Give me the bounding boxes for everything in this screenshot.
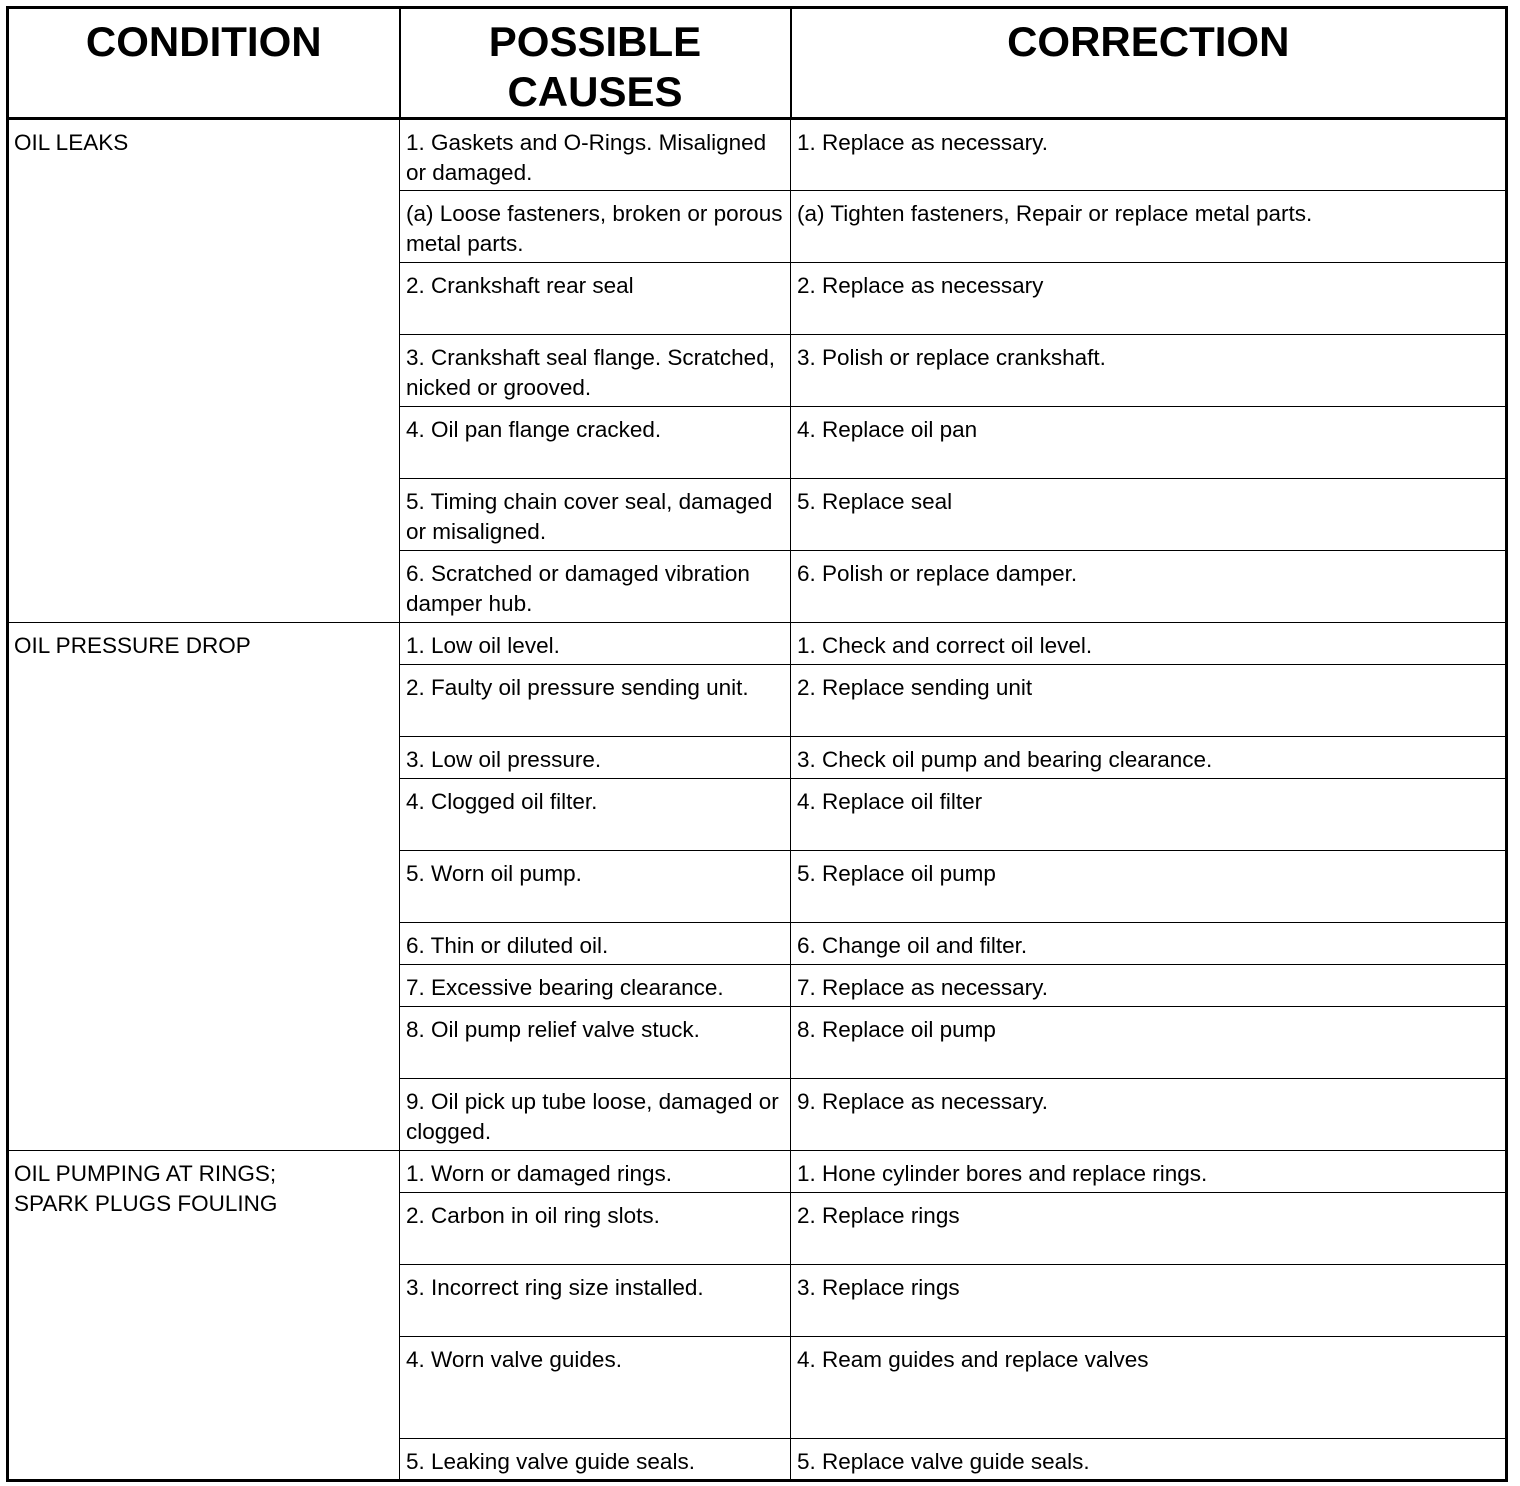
cause-cell: 5. Worn oil pump. <box>400 851 791 923</box>
correction-cell: 3. Polish or replace crankshaft. <box>791 335 1507 407</box>
table-row <box>8 623 1507 665</box>
cause-cell: 6. Scratched or damaged vibration damper hub. <box>400 551 791 623</box>
cause-cell: 1. Worn or damaged rings. <box>400 1151 791 1193</box>
condition-text: OIL LEAKS <box>14 130 129 155</box>
header-condition: CONDITION <box>8 8 400 119</box>
correction-cell: 2. Replace sending unit <box>791 665 1507 737</box>
cause-cell: 4. Worn valve guides. <box>400 1337 791 1439</box>
condition-cell <box>8 119 400 623</box>
cause-cell: 2. Carbon in oil ring slots. <box>400 1193 791 1265</box>
cause-cell: 3. Low oil pressure. <box>400 737 791 779</box>
correction-cell: 4. Replace oil filter <box>791 779 1507 851</box>
cause-cell: 2. Faulty oil pressure sending unit. <box>400 665 791 737</box>
correction-cell: 1. Hone cylinder bores and replace rings. <box>791 1151 1507 1193</box>
header-possible-causes: POSSIBLE CAUSES <box>400 8 791 119</box>
condition-text: OIL PUMPING AT RINGS; SPARK PLUGS FOULING <box>14 1161 278 1216</box>
cause-cell: 4. Clogged oil filter. <box>400 779 791 851</box>
correction-cell: 7. Replace as necessary. <box>791 965 1507 1007</box>
correction-cell: 3. Check oil pump and bearing clearance. <box>791 737 1507 779</box>
correction-cell: 1. Check and correct oil level. <box>791 623 1507 665</box>
correction-cell: 1. Replace as necessary. <box>791 119 1507 191</box>
table-row <box>8 119 1507 191</box>
condition-cell <box>8 1151 400 1481</box>
cause-cell: (a) Loose fasteners, broken or porous metal parts. <box>400 191 791 263</box>
cause-cell: 3. Crankshaft seal flange. Scratched, nicked or grooved. <box>400 335 791 407</box>
correction-cell: 5. Replace oil pump <box>791 851 1507 923</box>
cause-cell: 5. Leaking valve guide seals. <box>400 1439 791 1481</box>
cause-cell: 1. Gaskets and O-Rings. Misaligned or damaged. <box>400 119 791 191</box>
table-row <box>8 1151 1507 1193</box>
header-row <box>8 8 1507 119</box>
condition-cell <box>8 623 400 1151</box>
cause-cell: 2. Crankshaft rear seal <box>400 263 791 335</box>
correction-cell: 9. Replace as necessary. <box>791 1079 1507 1151</box>
correction-cell: 8. Replace oil pump <box>791 1007 1507 1079</box>
correction-cell: 4. Ream guides and replace valves <box>791 1337 1507 1439</box>
cause-cell: 8. Oil pump relief valve stuck. <box>400 1007 791 1079</box>
correction-cell: 2. Replace rings <box>791 1193 1507 1265</box>
cause-cell: 5. Timing chain cover seal, damaged or misaligned. <box>400 479 791 551</box>
troubleshooting-table <box>6 6 1508 1482</box>
correction-cell: 6. Change oil and filter. <box>791 923 1507 965</box>
header-correction: CORRECTION <box>791 8 1507 119</box>
correction-cell: 2. Replace as necessary <box>791 263 1507 335</box>
correction-cell: (a) Tighten fasteners, Repair or replace metal parts. <box>791 191 1507 263</box>
correction-cell: 5. Replace seal <box>791 479 1507 551</box>
cause-cell: 9. Oil pick up tube loose, damaged or clogged. <box>400 1079 791 1151</box>
correction-cell: 5. Replace valve guide seals. <box>791 1439 1507 1481</box>
table-body <box>8 119 1507 1481</box>
cause-cell: 7. Excessive bearing clearance. <box>400 965 791 1007</box>
cause-cell: 6. Thin or diluted oil. <box>400 923 791 965</box>
correction-cell: 3. Replace rings <box>791 1265 1507 1337</box>
correction-cell: 4. Replace oil pan <box>791 407 1507 479</box>
cause-cell: 4. Oil pan flange cracked. <box>400 407 791 479</box>
cause-cell: 1. Low oil level. <box>400 623 791 665</box>
correction-cell: 6. Polish or replace damper. <box>791 551 1507 623</box>
cause-cell: 3. Incorrect ring size installed. <box>400 1265 791 1337</box>
condition-text: OIL PRESSURE DROP <box>14 633 251 658</box>
